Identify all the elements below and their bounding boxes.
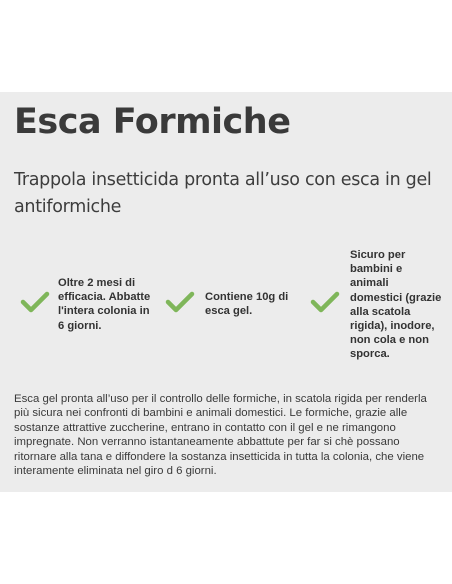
feature-text: Contiene 10g di esca gel. xyxy=(205,291,289,318)
page-title: Esca Formiche xyxy=(14,102,291,142)
check-icon xyxy=(165,290,195,314)
product-description: Esca gel pronta all’uso per il controllo delle formiche, in scatola rigida per renderla più sicura nei confronti di bambini e animali domestici. Le formiche, grazie alle sostanze attrattive zuccherine, entrano in contatto con il gel e ne rimangono impregnate. Non verranno istantaneamente abbattute per far si chè possano ritornare alla tana e diffondere la sostanza insetticida in tutta la colonia, che viene interamente eliminata nel giro d 6 giorni. xyxy=(14,393,427,478)
check-icon xyxy=(20,290,50,314)
feature-text: Sicuro per bambini e animali domestici (grazie alla scatola rigida), inodore, non cola e non sporca. xyxy=(350,249,442,361)
check-icon xyxy=(310,290,340,314)
product-subtitle: Trappola insetticida pronta all’uso con esca in gel antiformiche xyxy=(14,170,432,217)
feature-text: Oltre 2 mesi di efficacia. Abbatte l'intera colonia in 6 giorni. xyxy=(58,277,151,332)
